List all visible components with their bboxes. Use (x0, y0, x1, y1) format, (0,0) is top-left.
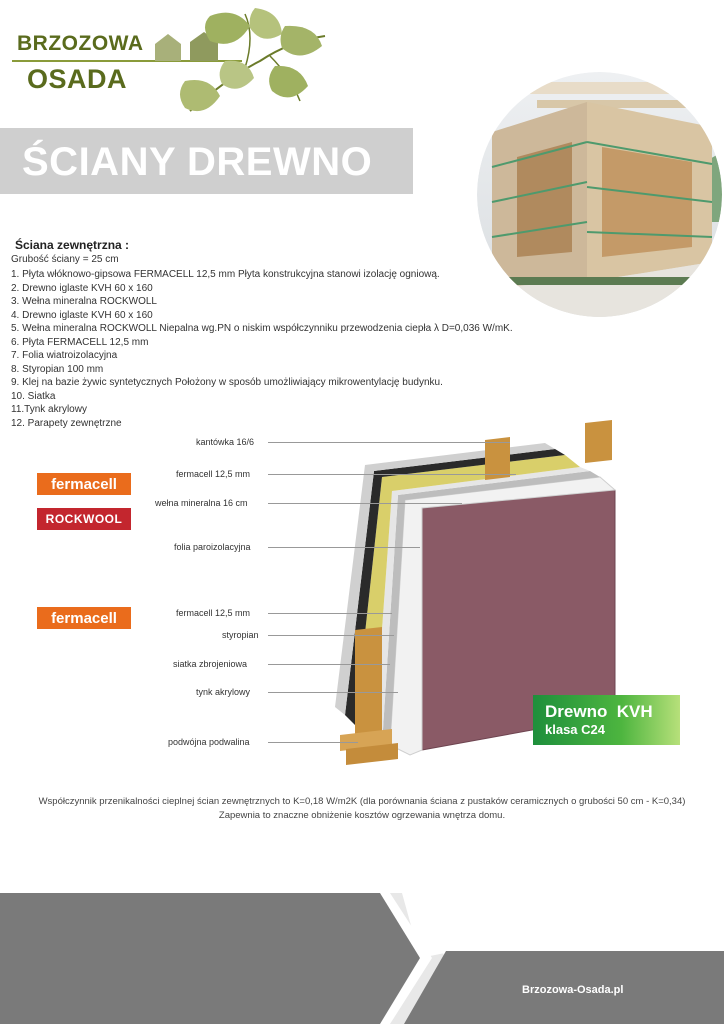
leader-line (268, 503, 462, 504)
spec-item: 3. Wełna mineralna ROCKWOLL (11, 296, 157, 307)
logo-text-brzozowa: BRZOZOWA (17, 32, 144, 55)
spec-item: 7. Folia wiatroizolacyjna (11, 350, 118, 361)
fermacell-logo: fermacell (37, 473, 131, 495)
spec-item: 10. Siatka (11, 390, 56, 402)
footer-banner (0, 893, 724, 1024)
kvh-badge-subtitle: klasa C24 (545, 722, 605, 737)
logo-text-osada: OSADA (27, 64, 128, 94)
kvh-badge-title: Drewno KVH (545, 702, 653, 721)
leader-line (268, 664, 390, 665)
diagram-label-welna: wełna mineralna 16 cm (155, 498, 248, 508)
leader-line (268, 613, 392, 614)
diagram-label-siatka: siatka zbrojeniowa (173, 659, 248, 669)
spec-item: 4. Drewno iglaste KVH 60 x 160 (11, 309, 153, 321)
diagram-label-fermacell-inner: fermacell 12,5 mm (176, 469, 251, 479)
diagram-label-kantowka: kantówka 16/6 (196, 437, 255, 447)
leader-line (268, 692, 398, 693)
diagram-label-fermacell-outer: fermacell 12,5 mm (176, 608, 251, 618)
diagram-label-podwalina: podwójna podwalina (168, 737, 250, 747)
spec-heading: Ściana zewnętrzna : (15, 238, 130, 252)
leader-line (268, 547, 420, 548)
leader-line (268, 442, 510, 443)
spec-item: 9. Klej na bazie żywic syntetycznych Położony w sposób umożliwiający mikrowentylację budynku. (11, 377, 443, 388)
diagram-label-tynk: tynk akrylowy (196, 687, 251, 697)
diagram-label-folia: folia paroizolacyjna (174, 542, 251, 552)
spec-item: 12. Parapety zewnętrzne (11, 417, 122, 429)
birch-leaves-logo-icon (150, 6, 330, 121)
spec-item: 5. Wełna mineralna ROCKWOLL Niepalna wg.PN o niskim współczynniku przewodzenia ciepła λ D=0,036 W/mK. (11, 323, 513, 334)
house-construction-photo (477, 72, 722, 317)
spec-item: 8. Styropian 100 mm (11, 363, 104, 375)
footnote-line-1: Współczynnik przenikalności cieplnej ścian zewnętrznych to K=0,18 W/m2K (dla porównania ściana z pustaków ceramicznych o grubości 50 cm - K=0,34) (38, 796, 686, 807)
footnote-line-2: Zapewnia to znaczne obniżenie kosztów ogrzewania wnętrza domu. (218, 810, 506, 821)
spec-item: 2. Drewno iglaste KVH 60 x 160 (11, 282, 153, 294)
leader-line (268, 474, 516, 475)
footer-website-link[interactable]: Brzozowa-Osada.pl (522, 984, 624, 996)
spec-item: 6. Płyta FERMACELL 12,5 mm (11, 336, 149, 348)
rockwool-logo: ROCKWOOL (37, 508, 131, 530)
spec-thickness: Grubość ściany = 25 cm (11, 254, 119, 265)
spec-item: 11.Tynk akrylowy (11, 404, 87, 415)
page-title: ŚCIANY DREWNO (22, 140, 373, 184)
leader-line (268, 635, 394, 636)
fermacell-logo: fermacell (37, 607, 131, 629)
spec-item: 1. Płyta włóknowo-gipsowa FERMACELL 12,5 mm Płyta konstrukcyjna stanowi izolację ogniową. (11, 269, 440, 280)
spec-list (11, 268, 513, 430)
leader-line (268, 742, 358, 743)
diagram-label-styropian: styropian (222, 630, 259, 640)
